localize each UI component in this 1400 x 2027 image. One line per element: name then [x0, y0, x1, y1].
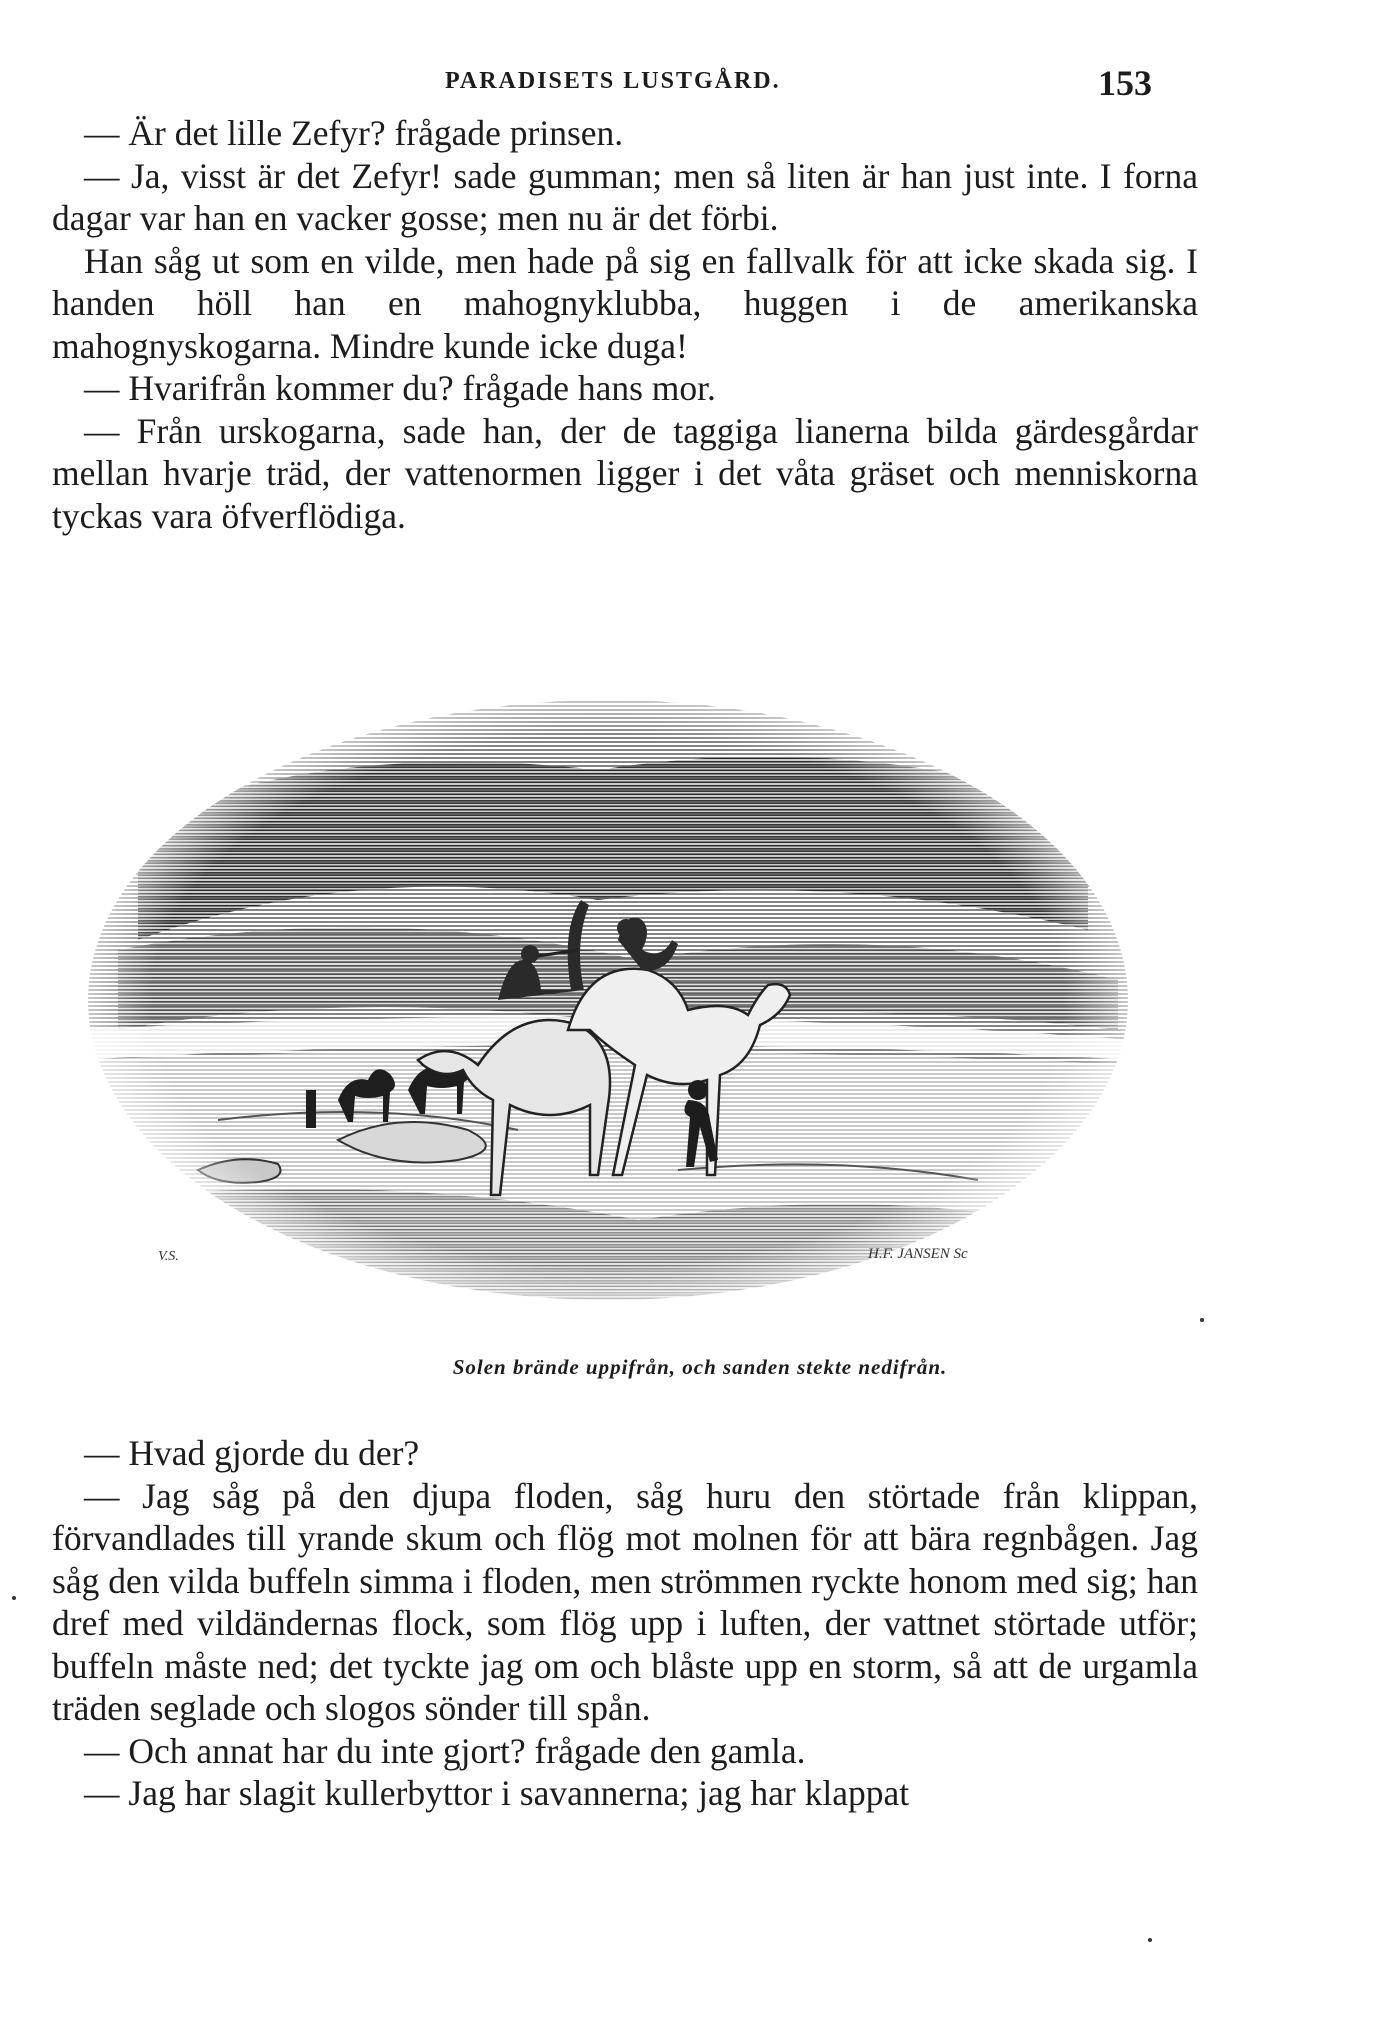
paragraph: — Ja, visst är det Zefyr! sade gumman; men så liten är han just inte. I forna dagar var han en vacker gosse; men nu är det förbi. [52, 155, 1198, 238]
engraving-scene [78, 700, 1138, 1310]
signature-left: V.S. [158, 1249, 179, 1264]
engraver-signature: H.F. JANSEN Sc [868, 1246, 968, 1262]
print-speck [12, 1596, 16, 1600]
paragraph: — Från urskogarna, sade han, der de taggiga lianerna bilda gärdesgårdar mellan hvarje träd, der vattenormen ligger i det våta gräset och menniskorna tyckas vara öfverflödiga. [52, 410, 1198, 536]
running-head [0, 62, 1400, 102]
paragraph: — Är det lille Zefyr? frågade prinsen. [84, 113, 624, 153]
running-title: PARADISETS LUSTGÅRD. [445, 68, 781, 94]
text-block-bottom [52, 1432, 1198, 1815]
print-speck [1200, 1318, 1204, 1322]
paragraph: — Hvarifrån kommer du? frågade hans mor. [84, 368, 716, 408]
paragraph: Han såg ut som en vilde, men hade på sig en fallvalk för att icke skada sig. I handen höll han en mahognyklubba, huggen i de amerikanska mahognyskogarna. Mindre kunde icke duga! [52, 240, 1198, 366]
print-speck [1148, 1938, 1152, 1942]
page-number: 153 [1098, 63, 1152, 103]
desert-caravan-engraving [78, 700, 1138, 1310]
illustration-caption: Solen brände uppifrån, och sanden stekte nedifrån. [452, 1355, 948, 1379]
text-block-top [52, 112, 1198, 537]
paragraph: — Jag såg på den djupa floden, såg huru den störtade från klippan, förvandlades till yrande skum och flög mot molnen för att bära regnbågen. Jag såg den vilda buffeln simma i floden, men strömmen ryckte honom med sig; han dref med vildändernas flock, som flög upp i luften, der vattnet störtade utför; buffeln måste ned; det tyckte jag om och blåste upp en storm, så att de urgamla träden seglade och slogos sönder till spån. [52, 1475, 1198, 1728]
paragraph: — Hvad gjorde du der? [84, 1433, 420, 1473]
paragraph: — Jag har slagit kullerbyttor i savannerna; jag har klappat [84, 1773, 910, 1813]
paragraph: — Och annat har du inte gjort? frågade den gamla. [84, 1730, 806, 1771]
engraving-illustration [78, 700, 1138, 1310]
